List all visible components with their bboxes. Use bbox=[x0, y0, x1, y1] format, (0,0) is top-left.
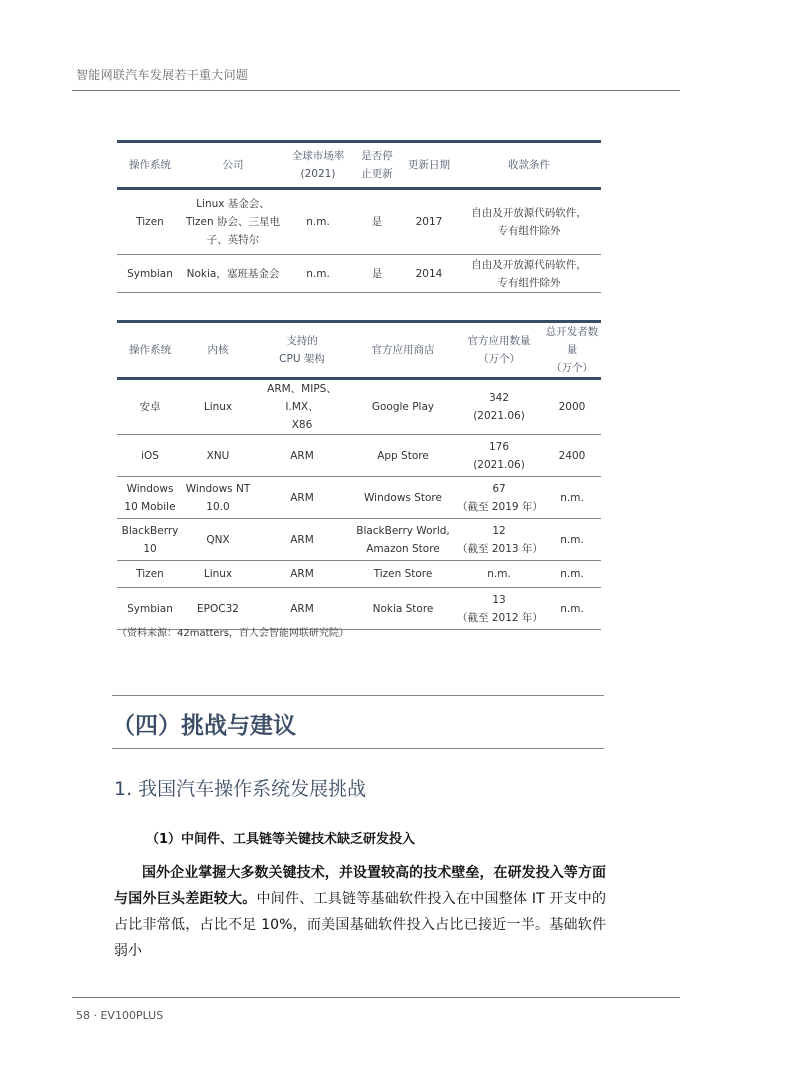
th-update-date: 更新日期 bbox=[408, 159, 450, 171]
th-company: 公司 bbox=[222, 159, 244, 171]
th-os: 操作系统 bbox=[129, 159, 171, 171]
th-discontinued: 是否停 止更新 bbox=[361, 150, 393, 180]
table-row bbox=[117, 519, 601, 561]
paragraph-lead: 国外企业掌握大多数关键技术，并设置较高的技术壁垒，在研发投入等方面与国外巨头差距较大。 bbox=[114, 865, 606, 907]
header-rule bbox=[72, 90, 680, 91]
source-note: （资料来源：42matters，百人会智能网联研究院） bbox=[117, 628, 349, 639]
cell: ARM、MIPS、I.MX、 X86 bbox=[267, 383, 337, 431]
cell: Tizen bbox=[136, 216, 164, 228]
th-license: 收款条件 bbox=[508, 159, 550, 171]
cell: 2014 bbox=[415, 267, 443, 280]
th-app-store: 官方应用商店 bbox=[371, 344, 435, 356]
cell: App Store bbox=[377, 449, 429, 462]
os-comparison-table-2 bbox=[117, 320, 601, 630]
cell: Linux bbox=[203, 568, 233, 580]
cell: n.m. bbox=[306, 267, 330, 280]
cell: 自由及开放源代码软件， 专有组件除外 bbox=[471, 258, 587, 289]
cell: 是 bbox=[371, 216, 383, 228]
cell: 12 （截至 2013 年） bbox=[457, 524, 543, 555]
cell: Linux bbox=[203, 401, 233, 413]
section-title: （四）挑战与建议 bbox=[112, 713, 296, 739]
running-head: 智能网联汽车发展若干重大问题 bbox=[76, 68, 249, 82]
table-row bbox=[117, 255, 601, 293]
footer-rule bbox=[72, 997, 680, 998]
cell: 自由及开放源代码软件， 专有组件除外 bbox=[471, 207, 587, 237]
cell: XNU bbox=[206, 449, 230, 462]
subsubsection-title: （1）中间件、工具链等关键技术缺乏研发投入 bbox=[146, 832, 416, 847]
cell: n.m. bbox=[306, 216, 330, 228]
cell: 是 bbox=[371, 267, 383, 280]
cell: ARM bbox=[290, 449, 314, 462]
cell: Tizen bbox=[136, 568, 164, 580]
cell: 安卓 bbox=[139, 401, 161, 413]
cell: n.m. bbox=[560, 602, 584, 615]
os-comparison-table-1 bbox=[117, 140, 601, 293]
cell: ARM bbox=[290, 533, 314, 546]
th-developer-count: 总开发者数量 （万个） bbox=[545, 326, 599, 374]
subsection-title: 1. 我国汽车操作系统发展挑战 bbox=[114, 778, 367, 800]
table-header-row bbox=[117, 142, 601, 189]
cell: iOS bbox=[141, 449, 159, 462]
cell: Symbian bbox=[127, 267, 173, 280]
section-rule-bottom bbox=[112, 748, 604, 749]
cell: Nokia Store bbox=[372, 602, 434, 615]
table-row bbox=[117, 189, 601, 255]
cell: Windows Store bbox=[364, 491, 442, 504]
cell: Linux 基金会、 Tizen 协会、三星电 子、英特尔 bbox=[186, 198, 280, 246]
cell: n.m. bbox=[560, 491, 584, 504]
cell: ARM bbox=[290, 568, 314, 580]
cell: Tizen Store bbox=[373, 568, 433, 580]
cell: Windows 10 Mobile bbox=[124, 482, 176, 513]
th-cpu-arch: 支持的 CPU 架构 bbox=[279, 335, 325, 365]
cell: ARM bbox=[290, 602, 314, 615]
cell: 2000 bbox=[558, 401, 586, 413]
cell: 67 （截至 2019 年） bbox=[457, 482, 543, 513]
page-footer: 58 · EV100PLUS bbox=[76, 1009, 164, 1022]
table-row bbox=[117, 477, 601, 519]
table-row bbox=[117, 379, 601, 435]
cell: QNX bbox=[206, 533, 230, 546]
cell: 176 (2021.06) bbox=[473, 440, 525, 471]
cell: Windows NT 10.0 bbox=[185, 482, 251, 513]
cell: EPOC32 bbox=[197, 602, 239, 615]
th-market-share: 全球市场率 (2021) bbox=[291, 150, 345, 180]
cell: 13 （截至 2012 年） bbox=[457, 593, 543, 624]
cell: Google Play bbox=[371, 401, 435, 413]
body-paragraph bbox=[114, 860, 606, 964]
cell: Nokia，塞班基金会 bbox=[186, 267, 280, 280]
cell: 342 (2021.06) bbox=[473, 392, 525, 422]
cell: 2400 bbox=[558, 449, 586, 462]
cell: n.m. bbox=[560, 568, 584, 580]
section-rule-top bbox=[112, 695, 604, 696]
cell: n.m. bbox=[560, 533, 584, 546]
cell: Symbian bbox=[127, 602, 173, 615]
cell: BlackBerry World, Amazon Store bbox=[356, 524, 450, 555]
cell: BlackBerry 10 bbox=[121, 524, 179, 555]
cell: n.m. bbox=[487, 568, 511, 580]
th-app-count: 官方应用数量 （万个） bbox=[467, 335, 531, 365]
th-kernel: 内核 bbox=[207, 344, 229, 356]
table-header-row bbox=[117, 322, 601, 379]
th-os: 操作系统 bbox=[129, 344, 171, 356]
paragraph-text: 中间件、工具链等基础软件投入在中国整体 IT 开支中的占比非常低，占比不足 10%，而美国基础软件投入占比已接近一半。基础软件弱小 bbox=[114, 891, 606, 959]
cell: 2017 bbox=[415, 216, 443, 228]
table-row bbox=[117, 435, 601, 477]
cell: ARM bbox=[290, 491, 314, 504]
table-row bbox=[117, 561, 601, 588]
